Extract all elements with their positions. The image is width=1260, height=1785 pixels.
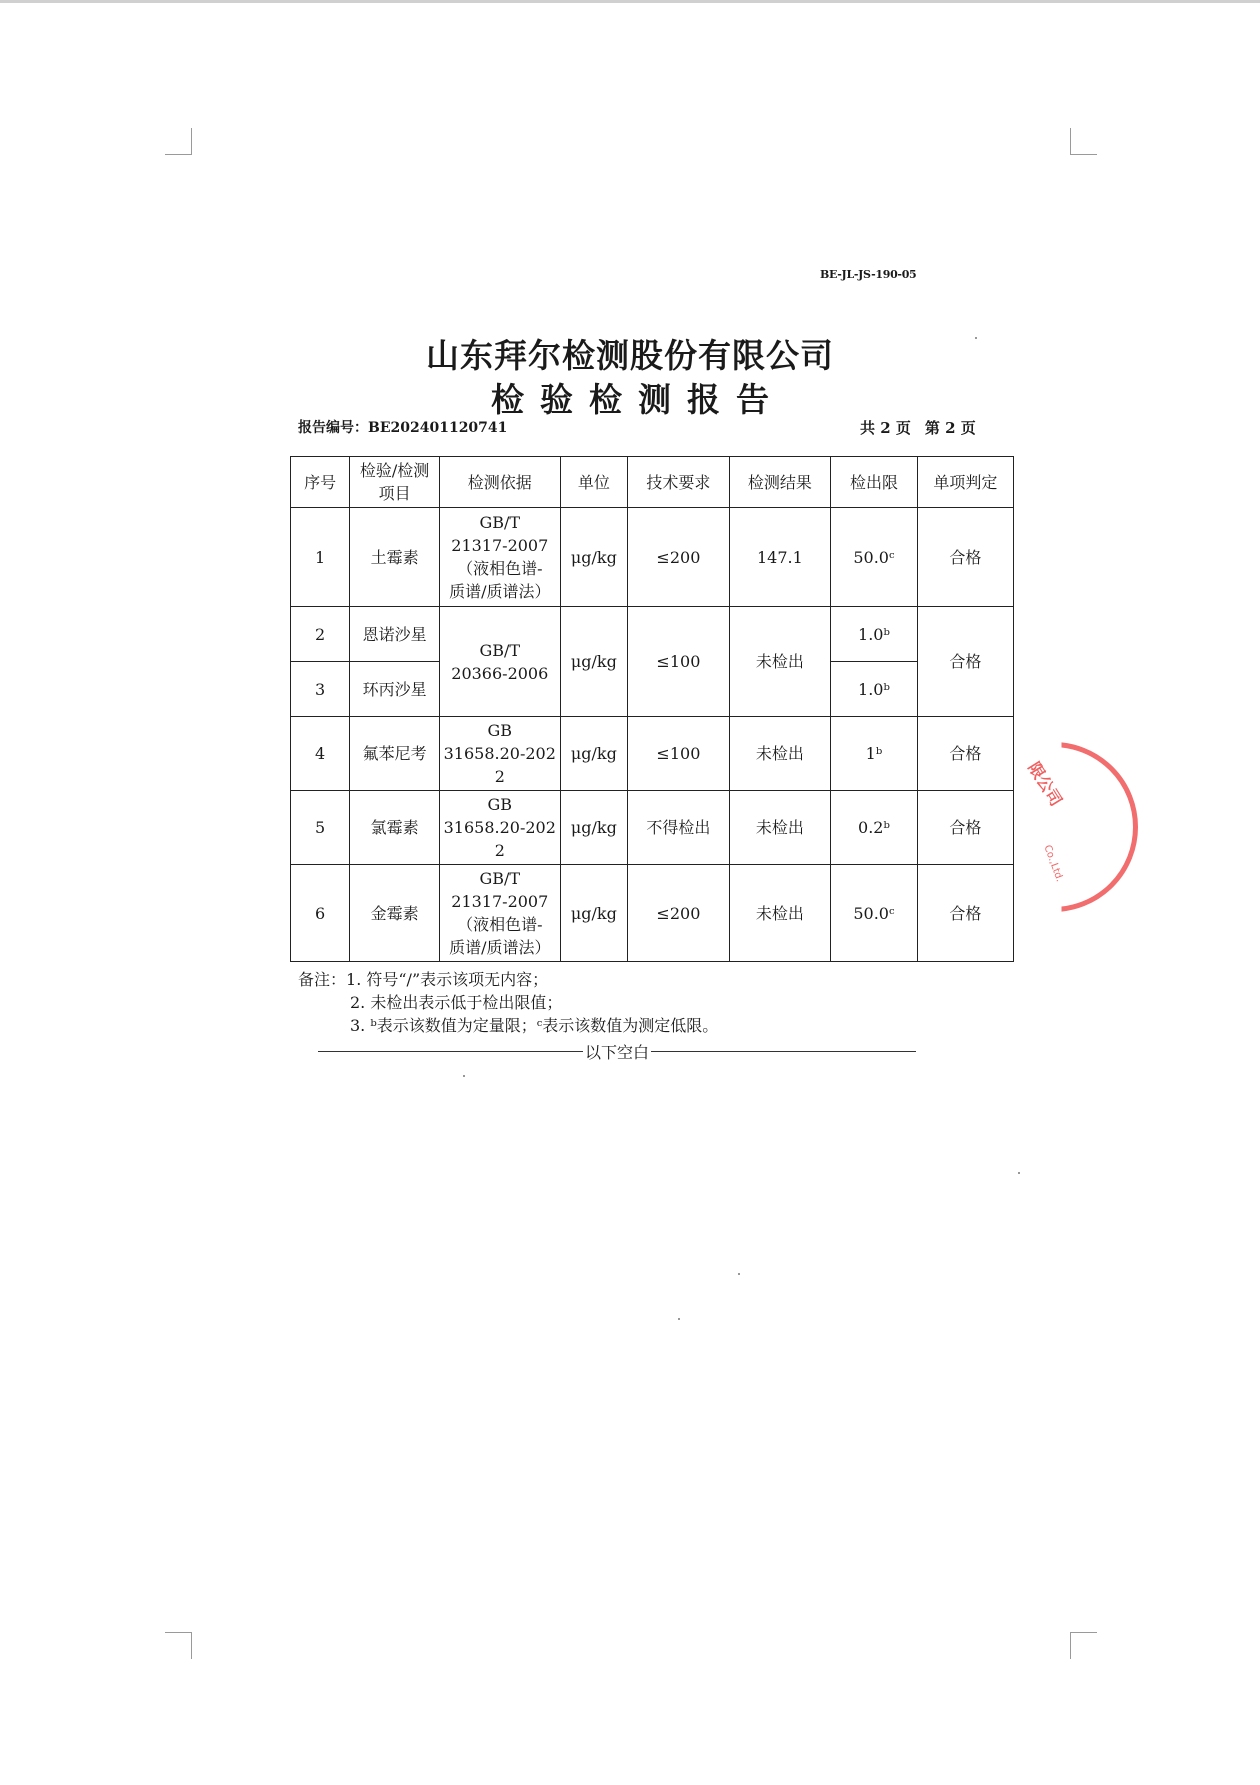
test-method: GB/T 21317-2007 （液相色谱- 质谱/质谱法） — [440, 865, 561, 962]
blank-below-text: 以下空白 — [585, 1043, 650, 1062]
report-title: 检验检测报告 — [491, 380, 785, 419]
test-item: 环丙沙星 — [350, 662, 440, 717]
seal-text-en: Co.,Ltd. — [1041, 843, 1065, 884]
table-row — [291, 717, 1014, 791]
verdict: 合格 — [917, 791, 1013, 865]
result: 未检出 — [729, 865, 830, 962]
table-header-row — [291, 457, 1014, 508]
result: 未检出 — [729, 791, 830, 865]
test-item: 金霉素 — [350, 865, 440, 962]
report-number-value: BE202401120741 — [368, 420, 508, 436]
scan-speck — [975, 337, 977, 339]
page-info — [860, 417, 990, 438]
header-cell: 技术要求 — [628, 457, 729, 508]
divider — [318, 1051, 583, 1052]
detection-limit: 50.0ᶜ — [831, 508, 918, 607]
requirement: 不得检出 — [628, 791, 729, 865]
header-cell: 单项判定 — [917, 457, 1013, 508]
note-line-1: 备注：1. 符号“/”表示该项无内容； — [298, 970, 549, 989]
header-cell: 序号 — [291, 457, 350, 508]
test-item: 氯霉素 — [350, 791, 440, 865]
requirement: ≤100 — [628, 717, 729, 791]
unit: μg/kg — [560, 717, 628, 791]
header-cell: 检测依据 — [440, 457, 561, 508]
requirement: ≤100 — [628, 607, 729, 717]
detection-limit: 0.2ᵇ — [831, 791, 918, 865]
row-number: 3 — [291, 662, 350, 717]
test-item: 恩诺沙星 — [350, 607, 440, 662]
row-number: 4 — [291, 717, 350, 791]
verdict: 合格 — [917, 508, 1013, 607]
verdict: 合格 — [917, 865, 1013, 962]
scan-speck — [738, 1273, 740, 1275]
detection-limit: 50.0ᶜ — [831, 865, 918, 962]
scan-speck — [678, 1318, 680, 1320]
verdict: 合格 — [917, 717, 1013, 791]
test-method: GB 31658.20-202 2 — [440, 717, 561, 791]
notes-label: 备注： — [298, 970, 347, 989]
crop-mark-bottom-right — [1070, 1632, 1097, 1659]
report-number-label: 报告编号： — [298, 420, 368, 436]
report-number — [298, 417, 507, 437]
divider — [651, 1051, 916, 1052]
header-cell: 检测结果 — [729, 457, 830, 508]
crop-mark-bottom-left — [165, 1632, 192, 1659]
test-method: GB 31658.20-202 2 — [440, 791, 561, 865]
blank-below-marker — [318, 1040, 916, 1063]
scan-speck — [463, 1075, 465, 1077]
verdict: 合格 — [917, 607, 1013, 717]
result: 未检出 — [729, 717, 830, 791]
results-table — [290, 456, 1014, 962]
unit: μg/kg — [560, 508, 628, 607]
header-cell: 检验/检测项目 — [350, 457, 440, 508]
page-number: 第 2 页 — [924, 419, 976, 437]
total-pages: 共 2 页 — [860, 419, 911, 437]
test-item: 氟苯尼考 — [350, 717, 440, 791]
test-item: 土霉素 — [350, 508, 440, 607]
detection-limit: 1.0ᵇ — [831, 607, 918, 662]
seal-text: 限公司 — [1024, 758, 1066, 810]
notes-block — [298, 968, 718, 1037]
note-line-2: 2. 未检出表示低于检出限值； — [350, 993, 563, 1012]
unit: μg/kg — [560, 791, 628, 865]
form-code: BE-JL-JS-190-05 — [820, 268, 917, 281]
company-name: 山东拜尔检测股份有限公司 — [426, 336, 834, 375]
unit: μg/kg — [560, 607, 628, 717]
result: 未检出 — [729, 607, 830, 717]
requirement: ≤200 — [628, 865, 729, 962]
table-row — [291, 607, 1014, 662]
crop-mark-top-right — [1070, 128, 1097, 155]
row-number: 2 — [291, 607, 350, 662]
requirement: ≤200 — [628, 508, 729, 607]
note-line-3: 3. ᵇ表示该数值为定量限；ᶜ表示该数值为测定低限。 — [350, 1016, 719, 1035]
table-row — [291, 865, 1014, 962]
result: 147.1 — [729, 508, 830, 607]
table-row — [291, 791, 1014, 865]
test-method: GB/T 21317-2007 （液相色谱- 质谱/质谱法） — [440, 508, 561, 607]
header-cell: 检出限 — [831, 457, 918, 508]
table-row — [291, 508, 1014, 607]
unit: μg/kg — [560, 865, 628, 962]
test-method: GB/T 20366-2006 — [440, 607, 561, 717]
row-number: 5 — [291, 791, 350, 865]
crop-mark-top-left — [165, 128, 192, 155]
row-number: 6 — [291, 865, 350, 962]
row-number: 1 — [291, 508, 350, 607]
scan-speck — [1018, 1172, 1020, 1174]
detection-limit: 1ᵇ — [831, 717, 918, 791]
detection-limit: 1.0ᵇ — [831, 662, 918, 717]
page-top-edge — [0, 0, 1260, 3]
header-cell: 单位 — [560, 457, 628, 508]
